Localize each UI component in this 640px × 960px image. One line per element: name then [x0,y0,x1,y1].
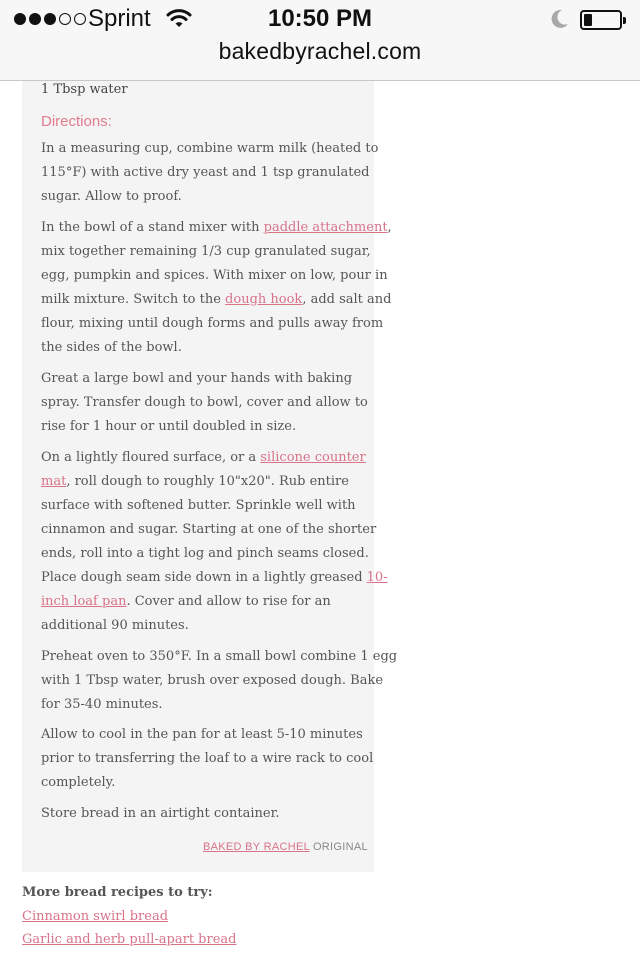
direction-line [41,161,370,185]
direction-line [41,747,374,771]
direction-line [41,723,363,747]
credit-link[interactable]: BAKED BY RACHEL [203,841,310,853]
direction-text: with 1 Tbsp water, brush over exposed dough. Bake [41,673,384,688]
direction-line [41,216,392,240]
do-not-disturb-moon-icon [548,8,570,30]
more-recipes-heading: More bread recipes to try: [22,885,213,900]
direction-text: sugar. Allow to proof. [41,189,182,204]
carrier-name: Sprint [88,5,151,32]
direction-link[interactable]: inch loaf pan [41,594,127,609]
direction-text: Allow to cool in the pan for at least 5-10 minutes [41,727,363,742]
direction-text: egg, pumpkin and spices. With mixer on low, pour in [41,268,388,283]
direction-line [41,336,359,360]
direction-text: 115°F) with active dry yeast and 1 tsp granulated [41,165,370,180]
recipe-credit [203,841,368,853]
direction-link[interactable]: silicone counter [260,450,366,465]
address-bar-url[interactable]: bakedbyrachel.com [218,38,422,64]
direction-line [41,802,359,826]
direction-text: the sides of the bowl. [41,340,182,355]
direction-step [41,137,379,209]
direction-line [41,518,377,542]
credit-suffix: ORIGINAL [309,841,368,853]
direction-text: . Cover and allow to rise for an [126,594,331,609]
direction-link[interactable]: mat [41,474,67,489]
browser-header [0,0,640,81]
direction-text: Place dough seam side down in a lightly greased [41,570,367,585]
direction-text: prior to transferring the loaf to a wire rack to cool [41,751,374,766]
direction-text: surface with softened butter. Sprinkle well with [41,498,356,513]
direction-link[interactable]: dough hook [225,292,303,307]
direction-text: milk mixture. Switch to the [41,292,226,307]
direction-text: Great a large bowl and your hands with baking [41,371,353,386]
direction-step [41,446,388,638]
direction-step [41,802,359,826]
direction-text: Store bread in an airtight container. [41,806,280,821]
direction-line [41,645,398,669]
direction-line [41,771,359,795]
direction-text: flour, mixing until dough forms and pulls away from [41,316,384,331]
direction-text: , roll dough to roughly 10"x20". Rub entire [66,474,349,489]
battery-icon [580,10,622,30]
direction-text: completely. [41,775,116,790]
direction-text: On a lightly floured surface, or a [41,450,261,465]
direction-text: additional 90 minutes. [41,618,189,633]
direction-text: , add salt and [302,292,392,307]
directions-heading: Directions: [41,113,112,130]
direction-step [41,216,392,360]
direction-step [41,367,368,439]
ingredient-item: 1 Tbsp water [41,82,128,97]
direction-text: spray. Transfer dough to bowl, cover and allow to [41,395,368,410]
direction-text: In a measuring cup, combine warm milk (heated to [41,141,379,156]
direction-line [41,494,359,518]
direction-line [41,614,359,638]
direction-line [41,446,366,470]
direction-line [41,137,379,161]
direction-line [41,415,359,439]
direction-link[interactable]: 10- [366,570,388,585]
direction-text: for 35-40 minutes. [41,697,163,712]
direction-line [41,367,359,391]
direction-line [41,590,359,614]
direction-line [41,288,392,312]
direction-line [41,470,359,494]
status-bar [0,0,640,40]
more-recipe-link[interactable]: Cinnamon swirl bread [22,909,169,924]
direction-step [41,723,374,795]
direction-line [41,240,371,264]
direction-line [41,312,384,336]
direction-step [41,645,398,717]
direction-text: ends, roll into a tight log and pinch seams closed. [41,546,369,561]
direction-text: rise for 1 hour or until doubled in size. [41,419,297,434]
direction-text: , [387,220,392,235]
direction-line [41,542,369,566]
direction-text: cinnamon and sugar. Starting at one of the shorter [41,522,377,537]
direction-link[interactable]: paddle attachment [263,220,388,235]
more-recipe-link[interactable]: Garlic and herb pull-apart bread [22,932,237,947]
direction-text: In the bowl of a stand mixer with [41,220,264,235]
direction-line [41,566,388,590]
direction-line [41,185,359,209]
direction-line [41,669,384,693]
direction-text: Preheat oven to 350°F. In a small bowl combine 1 egg [41,649,398,664]
direction-line [41,264,388,288]
direction-text: mix together remaining 1/3 cup granulated sugar, [41,244,371,259]
direction-line [41,693,359,717]
direction-line [41,391,368,415]
status-time: 10:50 PM [267,5,373,32]
